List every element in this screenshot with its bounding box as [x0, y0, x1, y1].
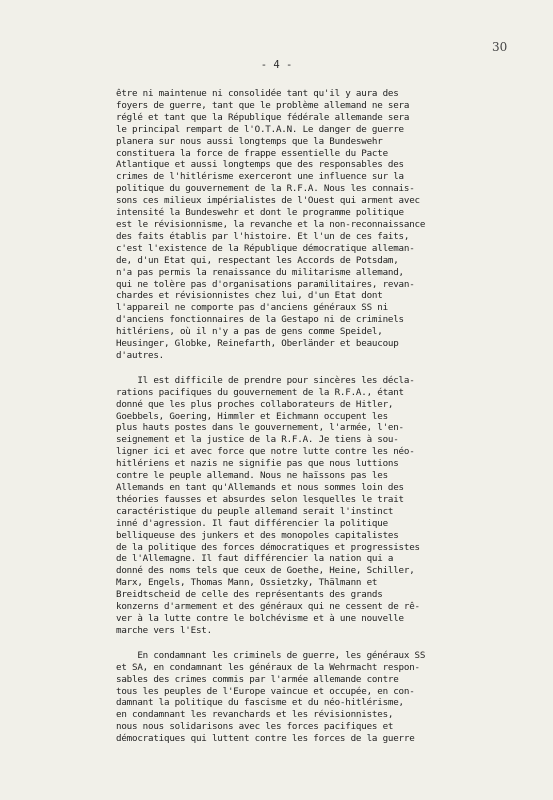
text-line: théories fausses et absurdes selon lesquelles le trait [116, 493, 404, 505]
folio-number: 30 [492, 40, 508, 54]
text-line: chardes et révisionnistes chez lui, d'un Etat dont [116, 290, 383, 302]
text-line: Goebbels, Goering, Himmler et Eichmann occupent les [116, 410, 388, 422]
text-line: foyers de guerre, tant que le problème allemand ne sera [116, 99, 410, 111]
text-line: de l'Allemagne. Il faut différencier la nation qui a [116, 553, 394, 565]
paragraph [116, 88, 516, 362]
text-line: hitlériens et nazis ne signifie pas que nous luttions [116, 458, 399, 470]
text-line: d'autres. [116, 349, 164, 361]
text-line: seignement et la justice de la R.F.A. Je tiens à sou- [116, 434, 399, 446]
text-line: des faits établis par l'histoire. Et l'un de ces faits, [116, 230, 410, 242]
page-number: - 4 - [260, 59, 293, 71]
text-line: contre le peuple allemand. Nous ne haïssons pas les [116, 470, 388, 482]
text-line: nous nous solidarisons avec les forces pacifiques et [116, 721, 394, 733]
text-line: est le révisionnisme, la revanche et la non-reconnaissance [116, 218, 426, 230]
text-line: konzerns d'armement et des généraux qui ne cessent de rê- [116, 601, 420, 613]
text-line: en condamnant les revanchards et les révisionnistes, [116, 709, 394, 721]
text-line: n'a pas permis la renaissance du militarisme allemand, [116, 266, 404, 278]
text-line: Marx, Engels, Thomas Mann, Ossietzky, Thälmann et [116, 577, 378, 589]
text-line: intensité la Bundeswehr et dont le programme politique [116, 207, 404, 219]
text-line: être ni maintenue ni consolidée tant qu'il y aura des [116, 88, 399, 99]
text-line: politique du gouvernement de la R.F.A. Nous les connais- [116, 183, 415, 195]
text-line: sables des crimes commis par l'armée allemande contre [116, 673, 399, 685]
text-line: damnant la politique du fascisme et du néo-hitlérisme, [116, 697, 404, 709]
text-line: de la politique des forces démocratiques et progressistes [116, 541, 420, 553]
text-line: tous les peuples de l'Europe vaincue et occupée, en con- [116, 685, 415, 697]
text-line: En condamnant les criminels de guerre, les généraux SS [116, 649, 426, 661]
document-body [116, 88, 516, 758]
paragraph [116, 650, 516, 745]
text-line: belliqueuse des junkers et des monopoles capitalistes [116, 529, 399, 541]
text-line: planera sur nous aussi longtemps que la Bundeswehr [116, 135, 383, 147]
text-line: l'appareil ne comporte pas d'anciens généraux SS ni [116, 302, 388, 314]
text-line: sons ces milieux impérialistes de l'Ouest qui arment avec [116, 195, 420, 207]
text-line: Il est difficile de prendre pour sincères les décla- [116, 374, 415, 386]
text-line: donné que les plus proches collaborateurs de Hitler, [116, 398, 394, 410]
text-line: rations pacifiques du gouvernement de la R.F.A., étant [116, 386, 404, 398]
paragraph [116, 375, 516, 637]
text-line: donné des noms tels que ceux de Goethe, Heine, Schiller, [116, 565, 415, 577]
text-line: plus hauts postes dans le gouvernement, l'armée, l'en- [116, 422, 404, 434]
text-line: Allemands en tant qu'Allemands et nous sommes loin des [116, 482, 404, 493]
text-line: Atlantique et aussi longtemps que des responsables des [116, 159, 404, 171]
text-line: le principal rempart de l'O.T.A.N. Le danger de guerre [116, 123, 404, 135]
text-line: qui ne tolère pas d'organisations paramilitaires, revan- [116, 278, 415, 290]
text-line: et SA, en condamnant les généraux de la Wehrmacht respon- [116, 661, 420, 673]
text-line: inné d'agression. Il faut différencier la politique [116, 517, 388, 529]
text-line: de, d'un Etat qui, respectant les Accords de Potsdam, [116, 254, 399, 266]
text-line: d'anciens fonctionnaires de la Gestapo ni de criminels [116, 314, 404, 326]
text-line: c'est l'existence de la République démocratique alleman- [116, 242, 415, 254]
text-line: crimes de l'hitlérisme exerceront une influence sur la [116, 171, 404, 183]
text-line: Heusinger, Globke, Reinefarth, Oberländer et beaucoup [116, 338, 399, 350]
text-line: réglé et tant que la République fédérale allemande sera [116, 111, 410, 123]
text-line: ver à la lutte contre le bolchévisme et à une nouvelle [116, 612, 404, 624]
text-line: démocratiques qui luttent contre les forces de la guerre [116, 733, 415, 745]
text-line: ligner ici et avec force que notre lutte contre les néo- [116, 446, 415, 458]
text-line: Breidtscheid de celle des représentants des grands [116, 589, 383, 601]
text-line: hitlériens, où il n'y a pas de gens comme Speidel, [116, 326, 383, 338]
text-line: marche vers l'Est. [116, 624, 212, 636]
text-line: constituera la force de frappe essentielle du Pacte [116, 147, 388, 159]
text-line: caractéristique du peuple allemand serait l'instinct [116, 505, 394, 517]
